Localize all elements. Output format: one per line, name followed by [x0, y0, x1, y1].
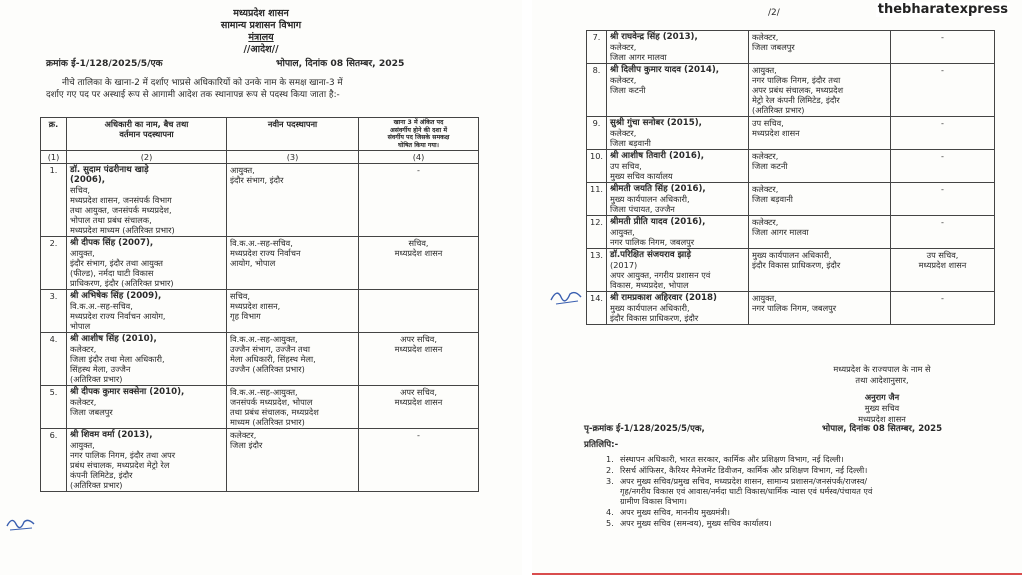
officer-cell: श्रीमती जयति सिंह (2016), मुख्य कार्यपालन अधिकारी, जिला पंचायत, उज्जैन	[607, 183, 749, 216]
signatory-name: अनुराग जैन	[864, 392, 900, 402]
equivalent-post-cell: अपर सचिव, मध्यप्रदेश शासन	[359, 386, 479, 429]
officer-name: श्री शिवम वर्मा (2013),	[70, 430, 153, 440]
order-page-2	[532, 0, 1022, 575]
serial-number: 14.	[587, 292, 607, 325]
officer-name: डॉ.परिक्षित संजयराव झाड़े	[610, 250, 691, 260]
officer-cell: डॉ. सुदाम पंढरीनाथ खाड़े (2006), सचिव, मध्यप्रदेश शासन, जनसंपर्क विभाग तथा आयुक्त, जनसंपर्क मध्यप्रदेश, भोपाल तथा प्रबंध संचालक, मध्यप्रदेश माध्यम (अतिरिक्त प्रभार)	[67, 164, 227, 237]
table-row	[587, 249, 995, 292]
ministry-title: मंत्रालय	[248, 32, 274, 43]
officer-name: श्रीमती प्रीति यादव (2016),	[610, 217, 706, 227]
new-posting-cell: कलेक्टर, जिला कटनी	[749, 150, 891, 183]
officer-name: श्री आशीष सिंह (2010),	[70, 334, 157, 344]
officer-cell: श्री दिलीप कुमार यादव (2014), कलेक्टर, जिला कटनी	[607, 64, 749, 117]
officer-name: श्री आशीष तिवारी (2016),	[610, 151, 705, 161]
govt-title: मध्यप्रदेश शासन	[233, 8, 289, 19]
officer-cell: श्री आशीष तिवारी (2016), उप सचिव, मुख्य सचिव कार्यालय	[607, 150, 749, 183]
table-row	[41, 386, 479, 429]
equivalent-post-cell	[359, 290, 479, 333]
table-row	[587, 216, 995, 249]
serial-number: 11.	[587, 183, 607, 216]
equivalent-post-cell: -	[891, 292, 995, 325]
officer-name: श्री दीपक सिंह (2007),	[70, 238, 154, 248]
officer-cell: सुश्री गुंचा सनोबर (2015), कलेक्टर, जिला बड़वानी	[607, 117, 749, 150]
new-posting-cell: कलेक्टर, जिला जबलपुर	[749, 31, 891, 64]
officer-cell: श्री शिवम वर्मा (2013), आयुक्त, नगर पालिक निगम, इंदौर तथा अपर प्रबंध संचालक, मध्यप्रदेश मेट्रो रेल कंपनी लिमिटेड, इंदौर (अतिरिक्त प्रभार)	[67, 429, 227, 492]
new-posting-cell: आयुक्त, नगर पालिक निगम, इंदौर तथा अपर प्रबंध संचालक, मध्यप्रदेश मेट्रो रेल कंपनी लिमिटेड, इंदौर (अतिरिक्त प्रभार)	[749, 64, 891, 117]
table-row	[41, 290, 479, 333]
serial-number: 3.	[41, 290, 67, 333]
new-posting-cell: आयुक्त, नगर पालिक निगम, जबलपुर	[749, 292, 891, 325]
department-title: सामान्य प्रशासन विभाग	[220, 20, 302, 31]
table-row	[41, 164, 479, 237]
intro-line-1: नीचे तालिका के खाना-2 में दर्शाए भाप्रसे अधिकारियों को उनके नाम के समक्ष खाना-3 में	[62, 78, 343, 88]
equivalent-post-cell: सचिव, मध्यप्रदेश शासन	[359, 237, 479, 290]
serial-number: 12.	[587, 216, 607, 249]
table-row	[587, 150, 995, 183]
table-row	[587, 64, 995, 117]
page-number: /2/	[768, 8, 780, 18]
new-posting-cell: आयुक्त, इंदौर संभाग, इंदौर	[227, 164, 359, 237]
officer-name: श्री रामप्रकाश अहिरवार (2018)	[610, 293, 717, 303]
table-row	[41, 237, 479, 290]
serial-number: 8.	[587, 64, 607, 117]
table-row	[41, 333, 479, 386]
col-sn-header: क्र.	[41, 118, 67, 151]
watermark: thebharatexpress	[877, 2, 1008, 17]
equivalent-post-cell: -	[359, 429, 479, 492]
table-number-row: (1) (2) (3) (4)	[41, 151, 479, 164]
table-row	[587, 117, 995, 150]
copy-list	[606, 454, 1006, 529]
new-posting-cell: कलेक्टर, जिला इंदौर	[227, 429, 359, 492]
serial-number: 13.	[587, 249, 607, 292]
equivalent-post-cell: -	[891, 64, 995, 117]
signature-block: मध्यप्रदेश के राज्यपाल के नाम से तथा आदेशानुसार, अनुराग जैन मुख्य सचिव मध्यप्रदेश शासन	[822, 364, 942, 425]
order-number: क्रमांक ई-1/128/2025/5/एक	[46, 58, 163, 69]
serial-number: 10.	[587, 150, 607, 183]
serial-number: 6.	[41, 429, 67, 492]
table-header-row	[41, 118, 479, 151]
equivalent-post-cell: -	[891, 31, 995, 64]
serial-number: 4.	[41, 333, 67, 386]
serial-number: 5.	[41, 386, 67, 429]
col-new-posting-header: नवीन पदस्थापना	[227, 118, 359, 151]
equivalent-post-cell: -	[891, 216, 995, 249]
officer-cell: श्री दीपक सिंह (2007), आयुक्त, इंदौर संभाग, इंदौर तथा आयुक्त (फील्ड), नर्मदा घाटी विकास प्राधिकरण, इंदौर (अतिरिक्त प्रभार)	[67, 237, 227, 290]
serial-number: 2.	[41, 237, 67, 290]
serial-number: 1.	[41, 164, 67, 237]
handwritten-initials-icon	[4, 512, 38, 534]
table-row	[41, 429, 479, 492]
new-posting-cell: कलेक्टर, जिला बड़वानी	[749, 183, 891, 216]
officer-name: श्रीमती जयति सिंह (2016),	[610, 184, 706, 194]
officer-cell: श्री रामप्रकाश अहिरवार (2018) मुख्य कार्यपालन अधिकारी, इंदौर विकास प्राधिकरण, इंदौर	[607, 292, 749, 325]
officer-cell: श्री अभिषेक सिंह (2009), वि.क.अ.-सह-सचिव, मध्यप्रदेश राज्य निर्वाचन आयोग, भोपाल	[67, 290, 227, 333]
col-equivalent-header: खाना 3 में अंकित पद असंवर्गीय होने की दशा में संवर्गीय पद जिसके समकक्ष घोषित किया गया।	[359, 118, 479, 151]
equivalent-post-cell: -	[891, 150, 995, 183]
officer-cell: श्री राघवेन्द्र सिंह (2013), कलेक्टर, जिला आगर मालवा	[607, 31, 749, 64]
officer-name: डॉ. सुदाम पंढरीनाथ खाड़े	[70, 165, 149, 175]
endorsement-date: भोपाल, दिनांक 08 सितम्बर, 2025	[822, 424, 943, 434]
handwritten-initials-icon	[548, 282, 584, 308]
order-date: भोपाल, दिनांक 08 सितम्बर, 2025	[276, 58, 405, 69]
new-posting-cell: उप सचिव, मध्यप्रदेश शासन	[749, 117, 891, 150]
officer-name: श्री दीपक कुमार सक्सेना (2010),	[70, 387, 185, 397]
officer-cell: श्रीमती प्रीति यादव (2016), आयुक्त, नगर पालिक निगम, जबलपुर	[607, 216, 749, 249]
order-title: //आदेश//	[243, 44, 279, 55]
new-posting-cell: वि.क.अ.-सह-आयुक्त, उज्जैन संभाग, उज्जैन तथा मेला अधिकारी, सिंहस्थ मेला, उज्जैन (अतिरिक्त प्रभार)	[227, 333, 359, 386]
officer-name: सुश्री गुंचा सनोबर (2015),	[610, 118, 702, 128]
endorsement-number: पृ-क्रमांक ई-1/128/2025/5/एक,	[584, 424, 705, 434]
equivalent-post-cell: -	[891, 117, 995, 150]
officer-cell: डॉ.परिक्षित संजयराव झाड़े (2017) अपर आयुक्त, नगरीय प्रशासन एवं विकास, मध्यप्रदेश, भोपाल	[607, 249, 749, 292]
posting-table-left	[40, 117, 479, 492]
officer-cell: श्री दीपक कुमार सक्सेना (2010), कलेक्टर, जिला जबलपुर	[67, 386, 227, 429]
list-item: 1. संस्थापन अधिकारी, भारत सरकार, कार्मिक और प्रशिक्षण विभाग, नई दिल्ली।	[606, 454, 844, 464]
list-item: 4. अपर मुख्य सचिव, माननीय मुख्यमंत्री।	[606, 507, 730, 517]
table-row	[587, 183, 995, 216]
list-item: 3. अपर मुख्य सचिव/प्रमुख सचिव, मध्यप्रदेश शासन, सामान्य प्रशासन/जनसंपर्क/राजस्व/ गृह/नगरीय विकास एवं आवास/नर्मदा घाटी विकास/धार्मिक न्यास एवं धर्मस्व/पंचायत एवं ग्रामीण विकास विभाग।	[606, 476, 873, 506]
equivalent-post-cell: अपर सचिव, मध्यप्रदेश शासन	[359, 333, 479, 386]
serial-number: 7.	[587, 31, 607, 64]
new-posting-cell: मुख्य कार्यपालन अधिकारी, इंदौर विकास प्राधिकरण, इंदौर	[749, 249, 891, 292]
officer-name: श्री अभिषेक सिंह (2009),	[70, 291, 162, 301]
table-row	[587, 292, 995, 325]
new-posting-cell: कलेक्टर, जिला आगर मालवा	[749, 216, 891, 249]
list-item: 5. अपर मुख्य सचिव (समन्वय), मुख्य सचिव कार्यालय।	[606, 518, 772, 528]
equivalent-post-cell: -	[891, 183, 995, 216]
list-item: 2. रिसर्च ऑफिसर, कैरियर मैनेजमेंट डिवीजन, कार्मिक और प्रशिक्षण विभाग, नई दिल्ली।	[606, 465, 868, 475]
copy-label: प्रतिलिपि:-	[584, 440, 619, 450]
new-posting-cell: वि.क.अ.-सह-आयुक्त, जनसंपर्क मध्यप्रदेश, भोपाल तथा प्रबंध संचालक, मध्यप्रदेश माध्यम (अतिरिक्त प्रभार)	[227, 386, 359, 429]
posting-table-right	[586, 30, 995, 325]
col-officer-header: अधिकारी का नाम, बैच तथा वर्तमान पदस्थापना	[67, 118, 227, 151]
intro-line-2: दर्शाए गए पद पर अस्थाई रूप से आगामी आदेश तक स्थानापन्न रूप से पदस्थ किया जाता है:-	[46, 90, 340, 100]
officer-name: श्री राघवेन्द्र सिंह (2013),	[610, 32, 698, 42]
equivalent-post-cell: उप सचिव, मध्यप्रदेश शासन	[891, 249, 995, 292]
table-row	[587, 31, 995, 64]
new-posting-cell: वि.क.अ.-सह-सचिव, मध्यप्रदेश राज्य निर्वाचन आयोग, भोपाल	[227, 237, 359, 290]
serial-number: 9.	[587, 117, 607, 150]
officer-name: श्री दिलीप कुमार यादव (2014),	[610, 65, 720, 75]
new-posting-cell: सचिव, मध्यप्रदेश शासन, गृह विभाग	[227, 290, 359, 333]
equivalent-post-cell: -	[359, 164, 479, 237]
officer-cell: श्री आशीष सिंह (2010), कलेक्टर, जिला इंदौर तथा मेला अधिकारी, सिंहस्थ मेला, उज्जैन (अतिरिक्त प्रभार)	[67, 333, 227, 386]
